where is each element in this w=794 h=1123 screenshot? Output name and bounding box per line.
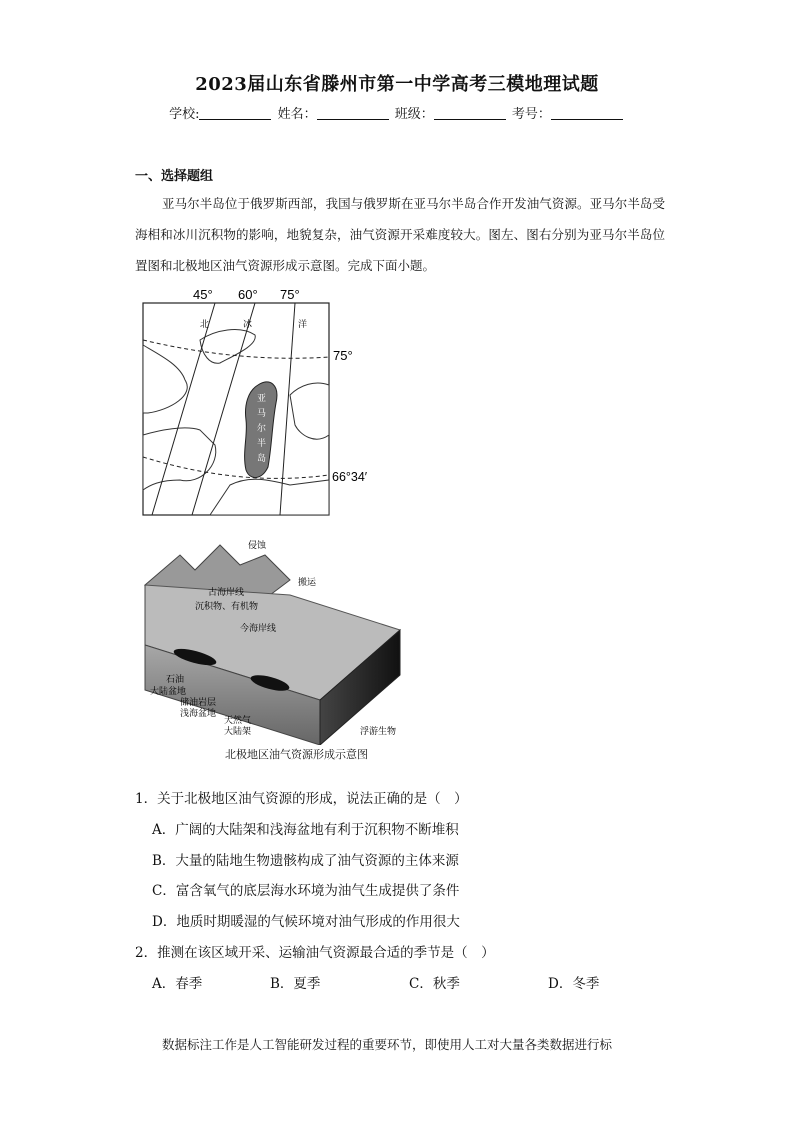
lon-label-45: 45° <box>193 287 213 302</box>
label-reservoir: 储油岩层 <box>180 698 217 708</box>
label-gas: 天然气 <box>224 716 252 726</box>
name-label: 姓名： <box>277 107 317 122</box>
name-blank[interactable] <box>317 107 389 120</box>
label-shelf: 大陆架 <box>224 727 252 737</box>
number-label: 考号： <box>511 107 551 122</box>
question-1-option-a[interactable]: A．广阔的大陆架和浅海盆地有利于沉积物不断堆积 <box>152 822 459 838</box>
student-info-row <box>0 103 794 122</box>
lon-label-75: 75° <box>280 287 300 302</box>
number-blank[interactable] <box>551 107 623 120</box>
question-1-option-d[interactable]: D．地质时期暖湿的气候环境对油气形成的作用很大 <box>152 914 460 930</box>
location-map <box>140 285 380 517</box>
question-2-option-c[interactable]: C．秋季 <box>409 976 460 992</box>
label-transport: 搬运 <box>298 578 317 588</box>
diagram-caption: 北极地区油气资源形成示意图 <box>225 748 368 761</box>
label-oil: 石油 <box>166 675 185 685</box>
class-blank[interactable] <box>434 107 506 120</box>
lon-label-60: 60° <box>238 287 258 302</box>
question-2-option-b[interactable]: B．夏季 <box>270 976 321 992</box>
ocean-char-1: 北 <box>200 320 210 330</box>
label-shallow-basin: 浅海盆地 <box>180 709 217 719</box>
question-1-option-b[interactable]: B．大量的陆地生物遗骸构成了油气资源的主体来源 <box>152 853 459 869</box>
peninsula-char-2: 马 <box>257 409 267 419</box>
peninsula-char-5: 岛 <box>257 454 267 464</box>
passage: 亚马尔半岛位于俄罗斯西部，我国与俄罗斯在亚马尔半岛合作开发油气资源。亚马尔半岛受海相和冰川沉积物的影响，地貌复杂，油气资源开采难度较大。图左、图右分别为亚马尔半岛位置图和北极地区油气资源形成示意图。完成下面小题。 <box>135 196 665 273</box>
question-1-option-c[interactable]: C．富含氧气的底层海水环境为油气生成提供了条件 <box>152 883 460 899</box>
school-blank[interactable] <box>199 107 271 120</box>
ocean-char-3: 洋 <box>298 320 308 330</box>
peninsula-char-1: 亚 <box>257 394 267 404</box>
peninsula-char-4: 半 <box>257 439 267 449</box>
question-2-option-a[interactable]: A．春季 <box>152 976 203 992</box>
school-label: 学校: <box>169 107 200 122</box>
question-2-option-d[interactable]: D．冬季 <box>548 976 600 992</box>
exam-title: 2023届山东省滕州市第一中学高考三模地理试题 <box>195 74 599 95</box>
question-1-stem: 1．关于北极地区油气资源的形成，说法正确的是（ ） <box>135 791 468 807</box>
label-ancient-coastline: 古海岸线 <box>208 588 245 598</box>
label-modern-coastline: 今海岸线 <box>240 624 277 634</box>
label-erosion: 侵蚀 <box>248 541 267 551</box>
section-title: 一、选择题组 <box>135 169 214 184</box>
class-label: 班级： <box>394 107 434 122</box>
lat-label-75: 75° <box>333 348 353 363</box>
question-2-stem: 2．推测在该区域开采、运输油气资源最合适的季节是（ ） <box>135 945 495 961</box>
ocean-char-2: 冰 <box>243 320 253 330</box>
label-plankton: 浮游生物 <box>360 727 397 737</box>
footer-text: 数据标注工作是人工智能研发过程的重要环节，即使用人工对大量各类数据进行标 <box>162 1037 613 1052</box>
peninsula-char-3: 尔 <box>257 424 267 434</box>
label-continental-basin: 大陆盆地 <box>150 687 187 697</box>
oil-gas-diagram <box>140 535 410 745</box>
lat-label-66: 66°34′ <box>332 470 368 484</box>
label-sediments: 沉积物、有机物 <box>195 602 259 612</box>
